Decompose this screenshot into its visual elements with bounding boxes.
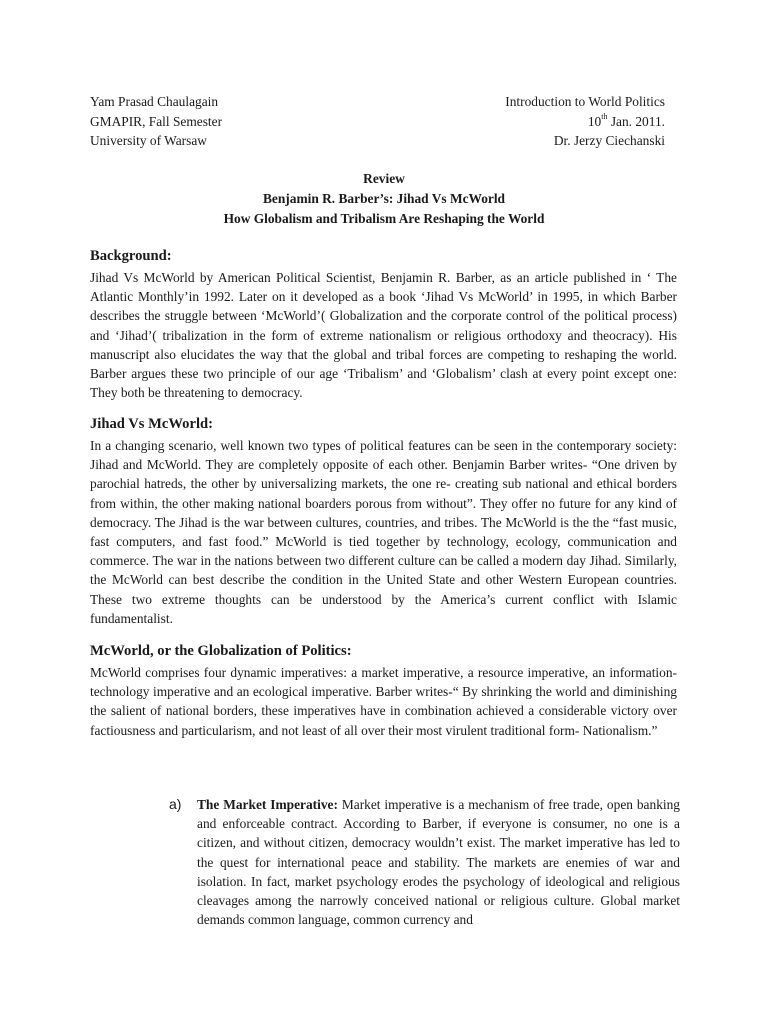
section-heading: McWorld, or the Globalization of Politics: bbox=[90, 643, 352, 659]
section-paragraph: In a changing scenario, well known two types of political features can be seen in the contemporary society: Jihad and McWorld. They are completely opposite of each other. Benjamin Barber writes- “One driven by parochial hatreds, the other by universalizing markets, the one re- creating sub national and ethical borders from within, the other making national boarders porous from without”. They offer no future for any kind of democracy. The Jihad is the war between cultures, countries, and tribes. The McWorld is the the “fast music, fast computers, and fast food.” McWorld is tied together by technology, ecology, communication and commerce. The war in the nations between two different culture can be called a modern day Jihad. Similarly, the McWorld can best describe the condition in the United State and other Western European countries. These two extreme thoughts can be understood by the America’s current conflict with Islamic fundamentalist. bbox=[90, 438, 677, 626]
document-titles bbox=[0, 169, 768, 229]
section-heading: Background: bbox=[90, 248, 172, 264]
section-mcworld-globalization bbox=[90, 641, 677, 740]
instructor: Dr. Jerzy Ciechanski bbox=[553, 133, 665, 148]
section-heading: Jihad Vs McWorld: bbox=[90, 416, 213, 432]
title-subtitle: How Globalism and Tribalism Are Reshaping the World bbox=[223, 211, 545, 226]
author-name: Yam Prasad Chaulagain bbox=[90, 94, 219, 109]
section-paragraph: McWorld comprises four dynamic imperatives: a market imperative, a resource imperative, an information- technology imperative and an ecological imperative. Barber writes-“ By shrinking the world and diminishing the salient of national borders, these imperatives have in combination achieved a considerable victory over factiousness and particularism, and not least of all over their most virulent traditional form- Nationalism.” bbox=[90, 665, 677, 738]
section-background bbox=[90, 246, 677, 402]
title-book: Benjamin R. Barber’s: Jihad Vs McWorld bbox=[262, 191, 506, 206]
date: 10th Jan. 2011. bbox=[587, 112, 665, 129]
list-item-text: Market imperative is a mechanism of free trade, open banking and enforceable contract. According to Barber, if everyone is consumer, no one is a citizen, and without citizen, democracy wouldn’t exist. The market imperative has led to the quest for international peace and stability. The markets are enemies of war and isolation. In fact, market psychology erodes the psychology of ideological and religious cleavages among the narrowly conceived national or religious culture. Global market demands common language, common currency and bbox=[197, 797, 680, 928]
program-semester: GMAPIR, Fall Semester bbox=[90, 113, 223, 129]
section-paragraph: Jihad Vs McWorld by American Political Scientist, Benjamin R. Barber, as an article published in ‘ The Atlantic Monthly’in 1992. Later on it developed as a book ‘Jihad Vs McWorld’ in 1995, in which Barber describes the struggle between ‘McWorld’( Globalization and the corporate control of the political process) and ‘Jihad’( tribalization in the form of extreme nationalism or religious orthodoxy and theocracy). His manuscript also elucidates the way that the global and tribal forces are competing to reshaping the world. Barber argues these two principle of our age ‘Tribalism’ and ‘Globalism’ clash at every point except one: They both be threatening to democracy. bbox=[90, 270, 677, 401]
section-jihad-vs-mcworld bbox=[90, 414, 677, 628]
author-block bbox=[90, 92, 222, 151]
course-block bbox=[505, 92, 665, 151]
title-review: Review bbox=[363, 171, 405, 186]
university: University of Warsaw bbox=[90, 133, 207, 148]
list-marker: a) bbox=[169, 796, 182, 812]
list-item-market-imperative bbox=[169, 795, 680, 929]
course-name: Introduction to World Politics bbox=[505, 94, 665, 109]
list-item-term: The Market Imperative: bbox=[197, 797, 338, 812]
list-item-body bbox=[197, 795, 680, 929]
